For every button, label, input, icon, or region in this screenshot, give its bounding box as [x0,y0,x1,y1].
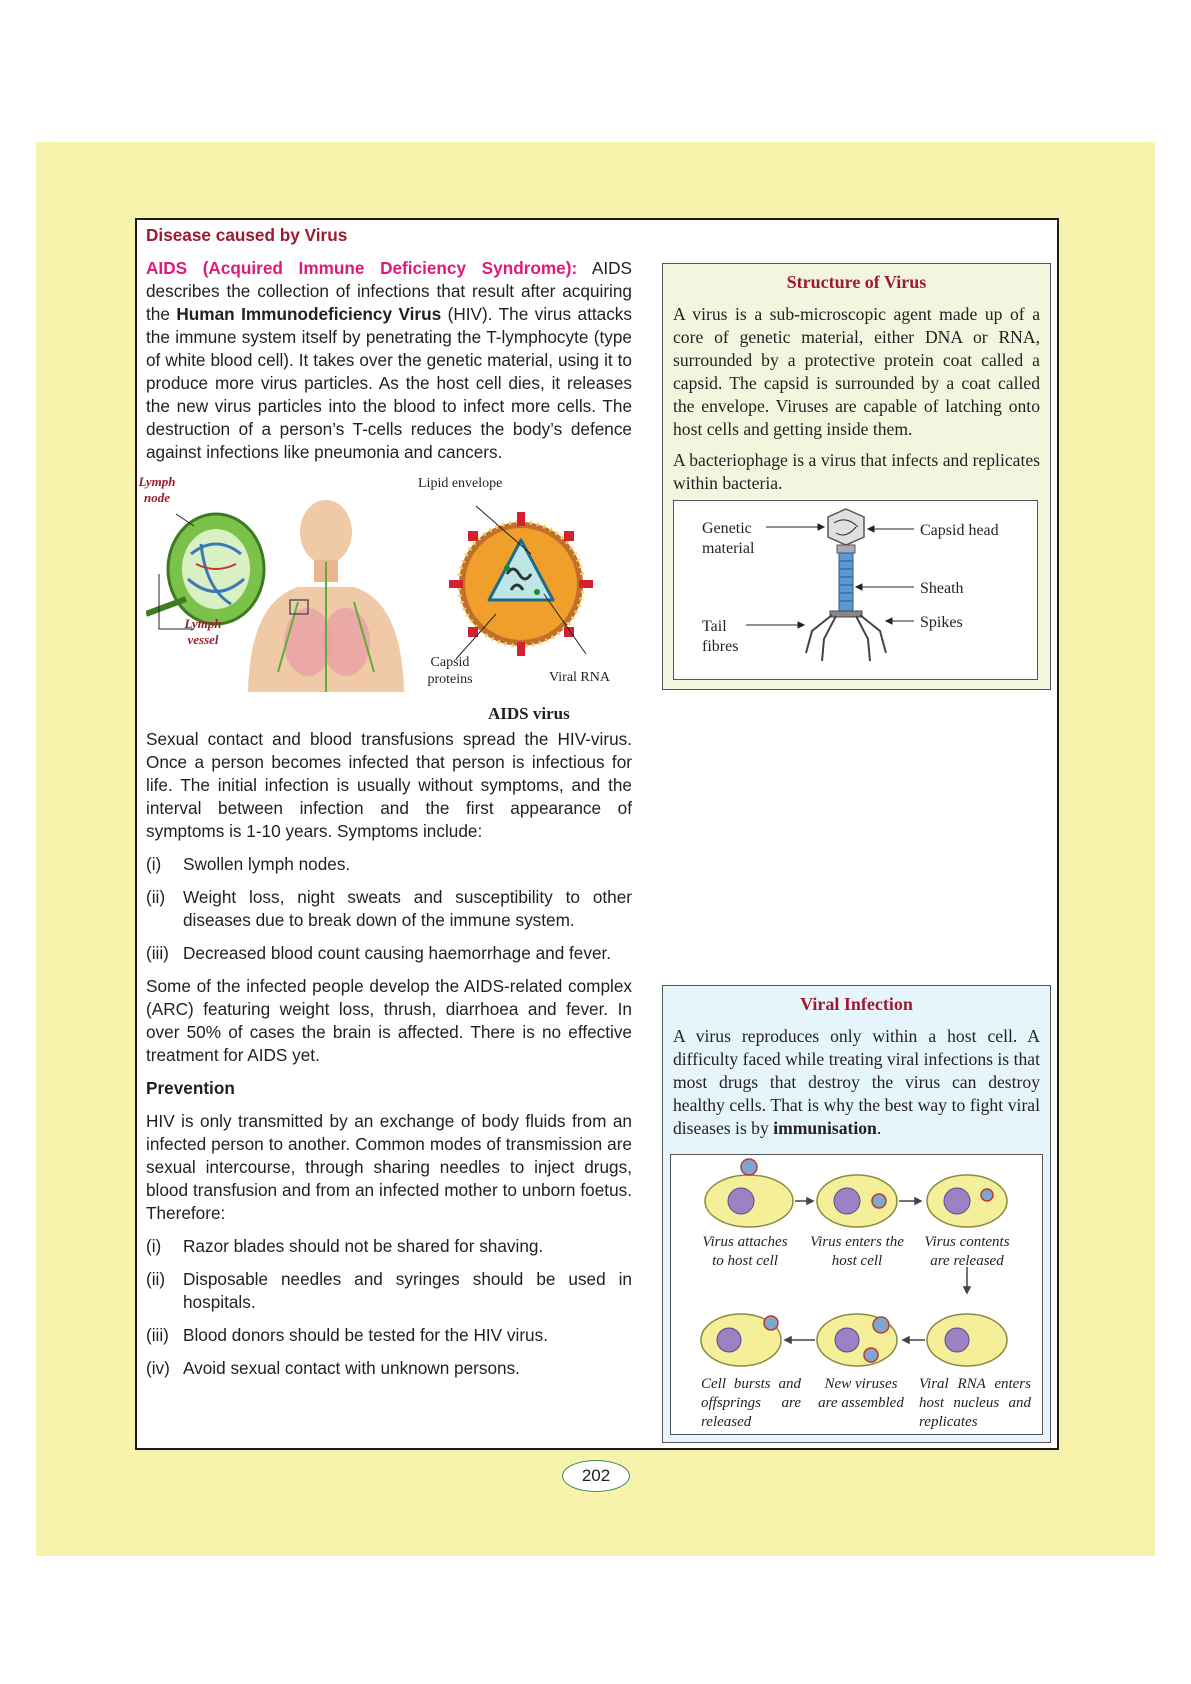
page-number: 202 [562,1460,630,1492]
list-item [146,1235,632,1258]
step-6: Cell bursts and offsprings are released [701,1376,801,1430]
aids-intro-a: AIDS describes the collection of infections that result after acquiring the [146,258,632,324]
list-item [146,886,632,932]
infection-period: . [876,1118,882,1138]
list-num: (i) [146,854,162,874]
list-item [146,1357,632,1380]
structure-of-virus-box [662,263,1051,690]
step-5: New viruses are assembled [818,1376,904,1411]
label-viral-rna: Viral RNA [549,670,610,685]
step-4: Viral RNA enters host nucleus and replicates [919,1376,1031,1430]
label-sheath: Sheath [920,580,964,597]
list-num: (iv) [146,1358,170,1378]
aids-term: AIDS (Acquired Immune Deficiency Syndrome): [146,258,578,278]
label-capsid-head: Capsid head [920,522,999,539]
structure-para-2: A bacteriophage is a virus that infects and replicates within bacteria. [673,450,1040,493]
list-item [146,1324,632,1347]
label-genetic-material: Genetic material [702,520,755,557]
label-lymph-node: Lymph node [138,474,176,505]
left-column [138,224,632,1390]
aids-intro-b: (HIV). The virus attacks the immune system itself by penetrating the T-lymphocyte (type of white blood cell). It takes over the genetic material, using it to produce more virus particles. As the host cell dies, it releases the new virus particles into the blood to infect more cells. The destruction of a person’s T-cells reduces the body’s defence against infections like pneumonia and cancers. [146,304,632,462]
list-text: Avoid sexual contact with unknown persons. [183,1358,520,1378]
list-num: (i) [146,1236,162,1256]
list-num: (ii) [146,887,166,907]
list-item [146,942,632,965]
hiv-name: Human Immunodeficiency Virus [176,304,442,324]
step-3: Virus contents are released [924,1234,1010,1269]
step-2: Virus enters the host cell [810,1234,904,1269]
structure-para-1: A virus is a sub-microscopic agent made up of a core of genetic material, either DNA or RNA, surrounded by a protective protein coat called a capsid. The capsid is surrounded by a coat called the envelope. Viruses are capable of latching onto host cells and getting inside them. [673,304,1040,439]
figure-caption: AIDS virus [488,704,570,723]
symptom-list [146,853,632,965]
prevention-paragraph: HIV is only transmitted by an exchange of body fluids from an infected person to another. Common modes of transmission are sexual intercourse, through sharing needles to inject drugs, blood transfusion and from an infected mother to unborn foetus. Therefore: [146,1111,632,1223]
label-capsid-proteins: Capsid proteins [427,655,473,687]
infection-text: A virus reproduces only within a host cell. A difficulty faced while treating viral infections is that most drugs that destroy the virus can destroy healthy cells. That is why the best way to fight viral diseases is by [673,1026,1040,1138]
list-item [146,1268,632,1314]
list-text: Weight loss, night sweats and susceptibility to other diseases due to break down of the immune system. [183,887,632,930]
step-1: Virus attaches to host cell [702,1234,788,1269]
prevention-title: Prevention [146,1078,235,1098]
list-text: Decreased blood count causing haemorrhage and fever. [183,943,612,963]
arc-paragraph: Some of the infected people develop the AIDS-related complex (ARC) featuring weight loss, thrush, diarrhoea and fever. In over 50% of cases the brain is affected. There is no effective treatment for AIDS yet. [146,976,632,1065]
label-lymph-vessel: Lymph vessel [184,616,222,647]
list-text: Blood donors should be tested for the HIV virus. [183,1325,548,1345]
list-text: Swollen lymph nodes. [183,854,351,874]
structure-box-title: Structure of Virus [786,272,927,292]
list-text: Razor blades should not be shared for shaving. [183,1236,544,1256]
section-title: Disease caused by Virus [146,225,348,245]
list-num: (iii) [146,1325,169,1345]
list-item [146,853,632,876]
infection-box-title: Viral Infection [800,994,913,1014]
bacteriophage-diagram [673,500,1038,680]
list-num: (iii) [146,943,169,963]
list-text: Disposable needles and syringes should be used in hospitals. [183,1269,632,1312]
aids-intro [146,257,632,464]
label-leaders [154,494,244,634]
label-lipid-envelope: Lipid envelope [418,476,503,491]
label-tail-fibres: Tail fibres [702,618,739,655]
list-num: (ii) [146,1269,166,1289]
spread-paragraph: Sexual contact and blood transfusions spread the HIV-virus. Once a person becomes infected that person is infectious for life. The initial infection is usually without symptoms, and the interval between infection and the first appearance of symptoms is 1-10 years. Symptoms include: [146,729,632,841]
infection-paragraph [673,1025,1040,1140]
immunisation-term: immunisation [773,1118,877,1138]
prevention-list [146,1235,632,1380]
human-torso-illustration [238,492,414,692]
aids-figure [138,474,632,723]
viral-infection-box [662,985,1051,1443]
infection-cycle-diagram [670,1154,1043,1435]
label-spikes: Spikes [920,614,963,631]
